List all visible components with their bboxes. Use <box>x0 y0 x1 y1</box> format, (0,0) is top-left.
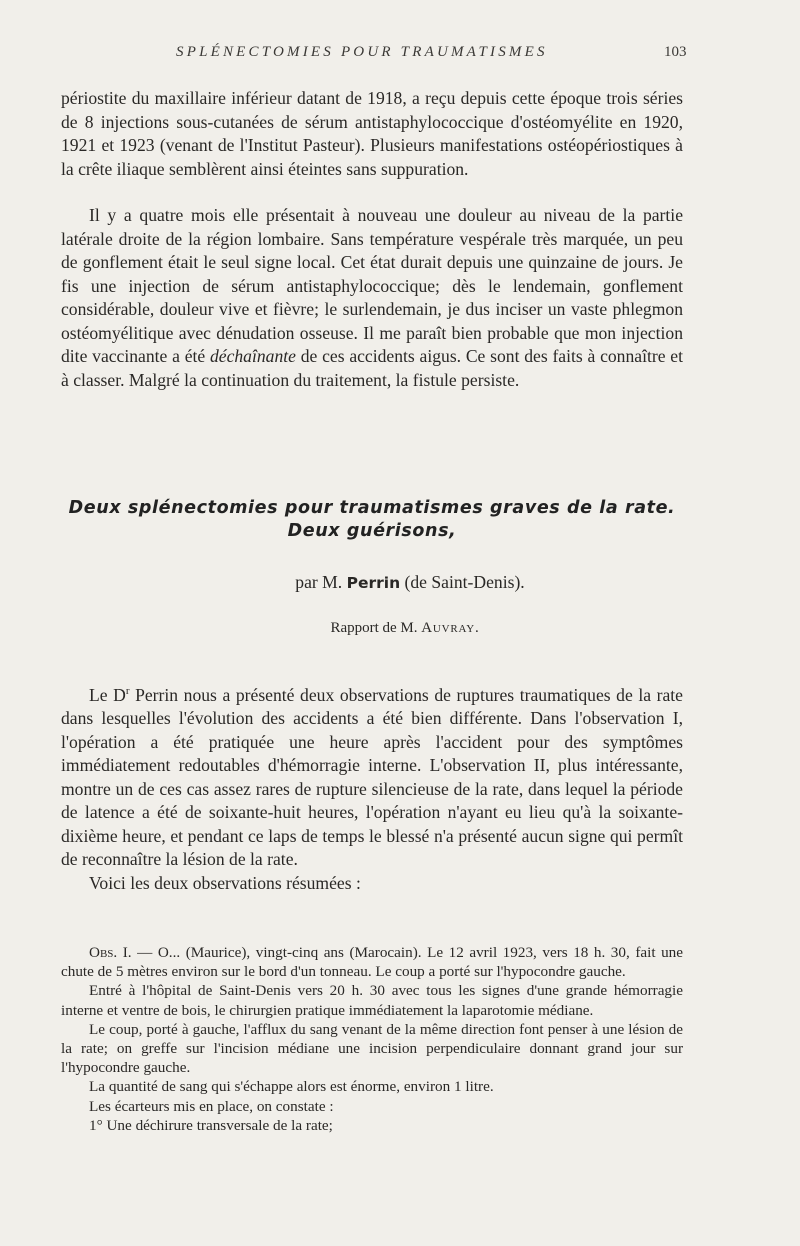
byline-affiliation: (de Saint-Denis). <box>404 572 525 592</box>
observation-paragraph-2: Entré à l'hôpital de Saint-Denis vers 20 h. 30 avec tous les signes d'une grande hémorragie interne et ventre de bois, le chirurgien pratique immédiatement la laparotomie médiane. <box>61 982 683 1019</box>
intro-paragraph-2-start: Il y a quatre mois elle présentait à nouveau une douleur au niveau de la partie latérale droite de la région lombaire. Sans température vespérale très marquée, un peu de gonflement était le seul signe local. Cet état durait depuis une quinzaine de jours. Je fis une injection de sérum antistaphylococcique; dès le lendemain, gonflement considérable, douleur vive et fièvre; le surlendemain, je dus inciser un vaste phlegmon ostéomyélitique avec dénudation osseuse. Il me paraît bien probable que mon injection dite vaccinante a été <box>61 205 683 366</box>
observation-paragraph-5: Les écarteurs mis en place, on constate : <box>89 1097 334 1115</box>
observation-paragraph-4: La quantité de sang qui s'échappe alors est énorme, environ 1 litre. <box>89 1078 494 1096</box>
observation-paragraph-3: Le coup, porté à gauche, l'afflux du sang venant de la même direction font penser à une lésion de la rate; on greffe sur l'incision médiane une incision perpendiculaire donnant grand jour sur l'hypocondre gauche. <box>61 1020 683 1077</box>
intro-paragraph-2-end: de ces accidents aigus. Ce sont des faits à connaître et à classer. Malgré la continuation du traitement, la fistule persiste. <box>61 346 683 390</box>
running-head <box>0 44 800 66</box>
observation-label: Obs. I. <box>89 944 132 961</box>
article-title-line-1: Deux splénectomies pour traumatismes graves de la rate. <box>68 498 676 518</box>
observation-paragraph-6: 1° Une déchirure transversale de la rate; <box>89 1116 333 1134</box>
report-author: Auvray. <box>421 620 480 636</box>
doctor-abbrev-sup: r <box>125 685 130 697</box>
emphasized-word: déchaînante <box>209 346 296 366</box>
observation-paragraph-1-text: — O... (Maurice), vingt-cinq ans (Marocain). Le 12 avril 1923, vers 18 h. 30, fait une chute de 5 mètres environ sur le bord d'un tonneau. Le coup a porté sur l'hypocondre gauche. <box>61 944 684 981</box>
observation-paragraph-1 <box>61 943 683 981</box>
byline-prefix: par M. <box>295 572 343 592</box>
report-prefix: Rapport de M. <box>330 620 418 636</box>
body-paragraph-1-text: Perrin nous a présenté deux observations de ruptures traumatiques de la rate dans lesquelles l'évolution des accidents a été bien différente. Dans l'observation I, l'opération a été pratiquée une heure après l'accident pour des symptômes immédiatement redoutables d'hémorragie interne. L'observation II, plus intéressante, montre un de ces cas assez rares de rupture silencieuse de la rate, dans lequel la période de latence a été de soixante-huit heures, l'opération n'ayant eu lieu qu'à la soixante-dixième heure, et pendant ce laps de temps le blessé n'a présenté aucun signe qui permît de reconnaître la lésion de la rate. <box>61 684 683 870</box>
byline <box>0 572 800 593</box>
observation-block <box>61 943 683 1135</box>
page-number: 103 <box>664 44 687 60</box>
article-title <box>61 497 683 543</box>
intro-paragraph-2-text <box>61 204 683 392</box>
report-line <box>0 620 800 637</box>
intro-paragraph-1-text: périostite du maxillaire inférieur datant de 1918, a reçu depuis cette époque trois séries de 8 injections sous-cutanées de sérum antistaphylococcique d'ostéomyélite en 1920, 1921 et 1923 (venant de l'Institut Pasteur). Plusieurs manifestations ostéopériostiques à la crête iliaque semblèrent ainsi éteintes sans suppuration. <box>61 88 683 179</box>
body-paragraph-1 <box>61 680 683 872</box>
body-text <box>61 680 683 895</box>
intro-paragraph-1 <box>61 87 683 181</box>
article-title-line-2: Deux guérisons, <box>287 521 457 541</box>
running-title: SPLÉNECTOMIES POUR TRAUMATISMES <box>176 44 548 60</box>
byline-author: Perrin <box>346 574 401 592</box>
body-paragraph-2: Voici les deux observations résumées : <box>89 872 361 893</box>
intro-paragraph-2 <box>61 204 683 392</box>
doctor-abbrev: Le D <box>89 684 126 705</box>
